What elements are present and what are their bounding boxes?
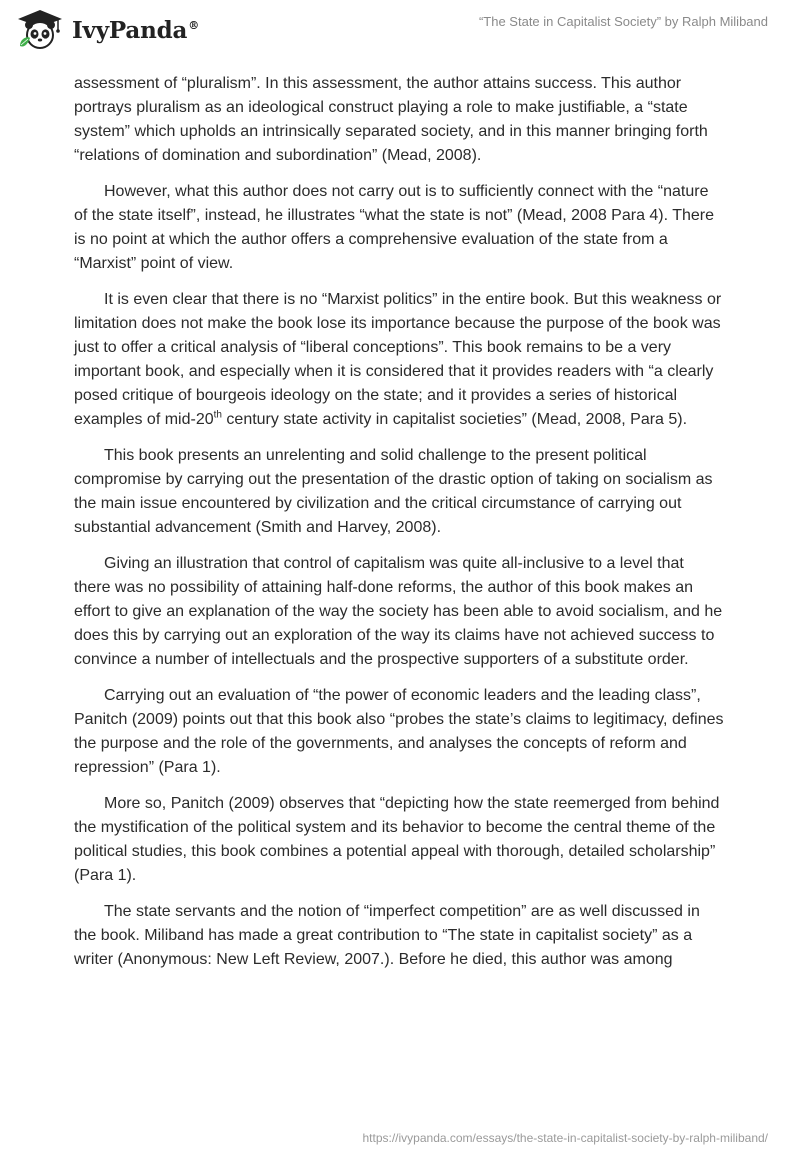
paragraph: This book presents an unrelenting and solid challenge to the present political compromise by carrying out the presentation of the drastic option of taking on socialism as the main issue encountered by civilization and the critical circumstance of carrying out substantial advancement (Smith and Harvey, 2008). <box>74 447 713 536</box>
essay-body <box>74 72 724 984</box>
paragraph: It is even clear that there is no “Marxist politics” in the entire book. But this weakness or limitation does not make the book lose its importance because the purpose of the book was just to offer a critical analysis of “liberal conceptions”. This book remains to be a very important book, and especially when it is considered that it provides readers with “a clearly posed critique of bourgeois ideology on the state; and it provides a series of historical examples of mid-20th century state activity in capitalist societies” (Mead, 2008, Para 5). <box>74 291 722 428</box>
panda-graduate-icon <box>14 8 66 52</box>
page-header <box>0 0 800 64</box>
paragraph: assessment of “pluralism”. In this assessment, the author attains success. This author portrays pluralism as an ideological construct playing a role to make justifiable, a “state system” which upholds an intrinsically separated society, and in this manner bringing forth “relations of domination and subordination” (Mead, 2008). <box>74 75 708 164</box>
paragraph: Carrying out an evaluation of “the power of economic leaders and the leading class”, Panitch (2009) points out that this book also “probes the state’s claims to legitimacy, defines the purpose and the role of the governments, and analyses the concepts of reform and repression” (Para 1). <box>74 687 724 776</box>
paragraph: More so, Panitch (2009) observes that “depicting how the state reemerged from behind the mystification of the political system and its behavior to become the central theme of the political studies, this book combines a potential appeal with thorough, detailed scholarship” (Para 1). <box>74 795 720 884</box>
document-title: “The State in Capitalist Society” by Ralph Miliband <box>478 14 768 29</box>
source-url[interactable]: https://ivypanda.com/essays/the-state-in-capitalist-society-by-ralph-miliband/ <box>362 1131 768 1145</box>
paragraph: The state servants and the notion of “imperfect competition” are as well discussed in the book. Miliband has made a great contribution to “The state in capitalist society” as a writer (Anonymous: New Left Review, 2007.). Before he died, this author was among <box>74 903 700 968</box>
paragraph: Giving an illustration that control of capitalism was quite all-inclusive to a level that there was no possibility of attaining half-done reforms, the author of this book makes an effort to give an explanation of the way the society has been able to avoid socialism, and he does this by carrying out an exploration of the way its claims have not achieved success to convince a number of intellectuals and the prospective supporters of a substitute order. <box>74 555 723 668</box>
ivypanda-logo[interactable] <box>14 8 199 52</box>
brand-name: IvyPanda® <box>72 16 199 44</box>
paragraph: However, what this author does not carry out is to sufficiently connect with the “nature of the state itself”, instead, he illustrates “what the state is not” (Mead, 2008 Para 4). There is no point at which the author offers a comprehensive evaluation of the state from a “Marxist” point of view. <box>74 183 715 272</box>
